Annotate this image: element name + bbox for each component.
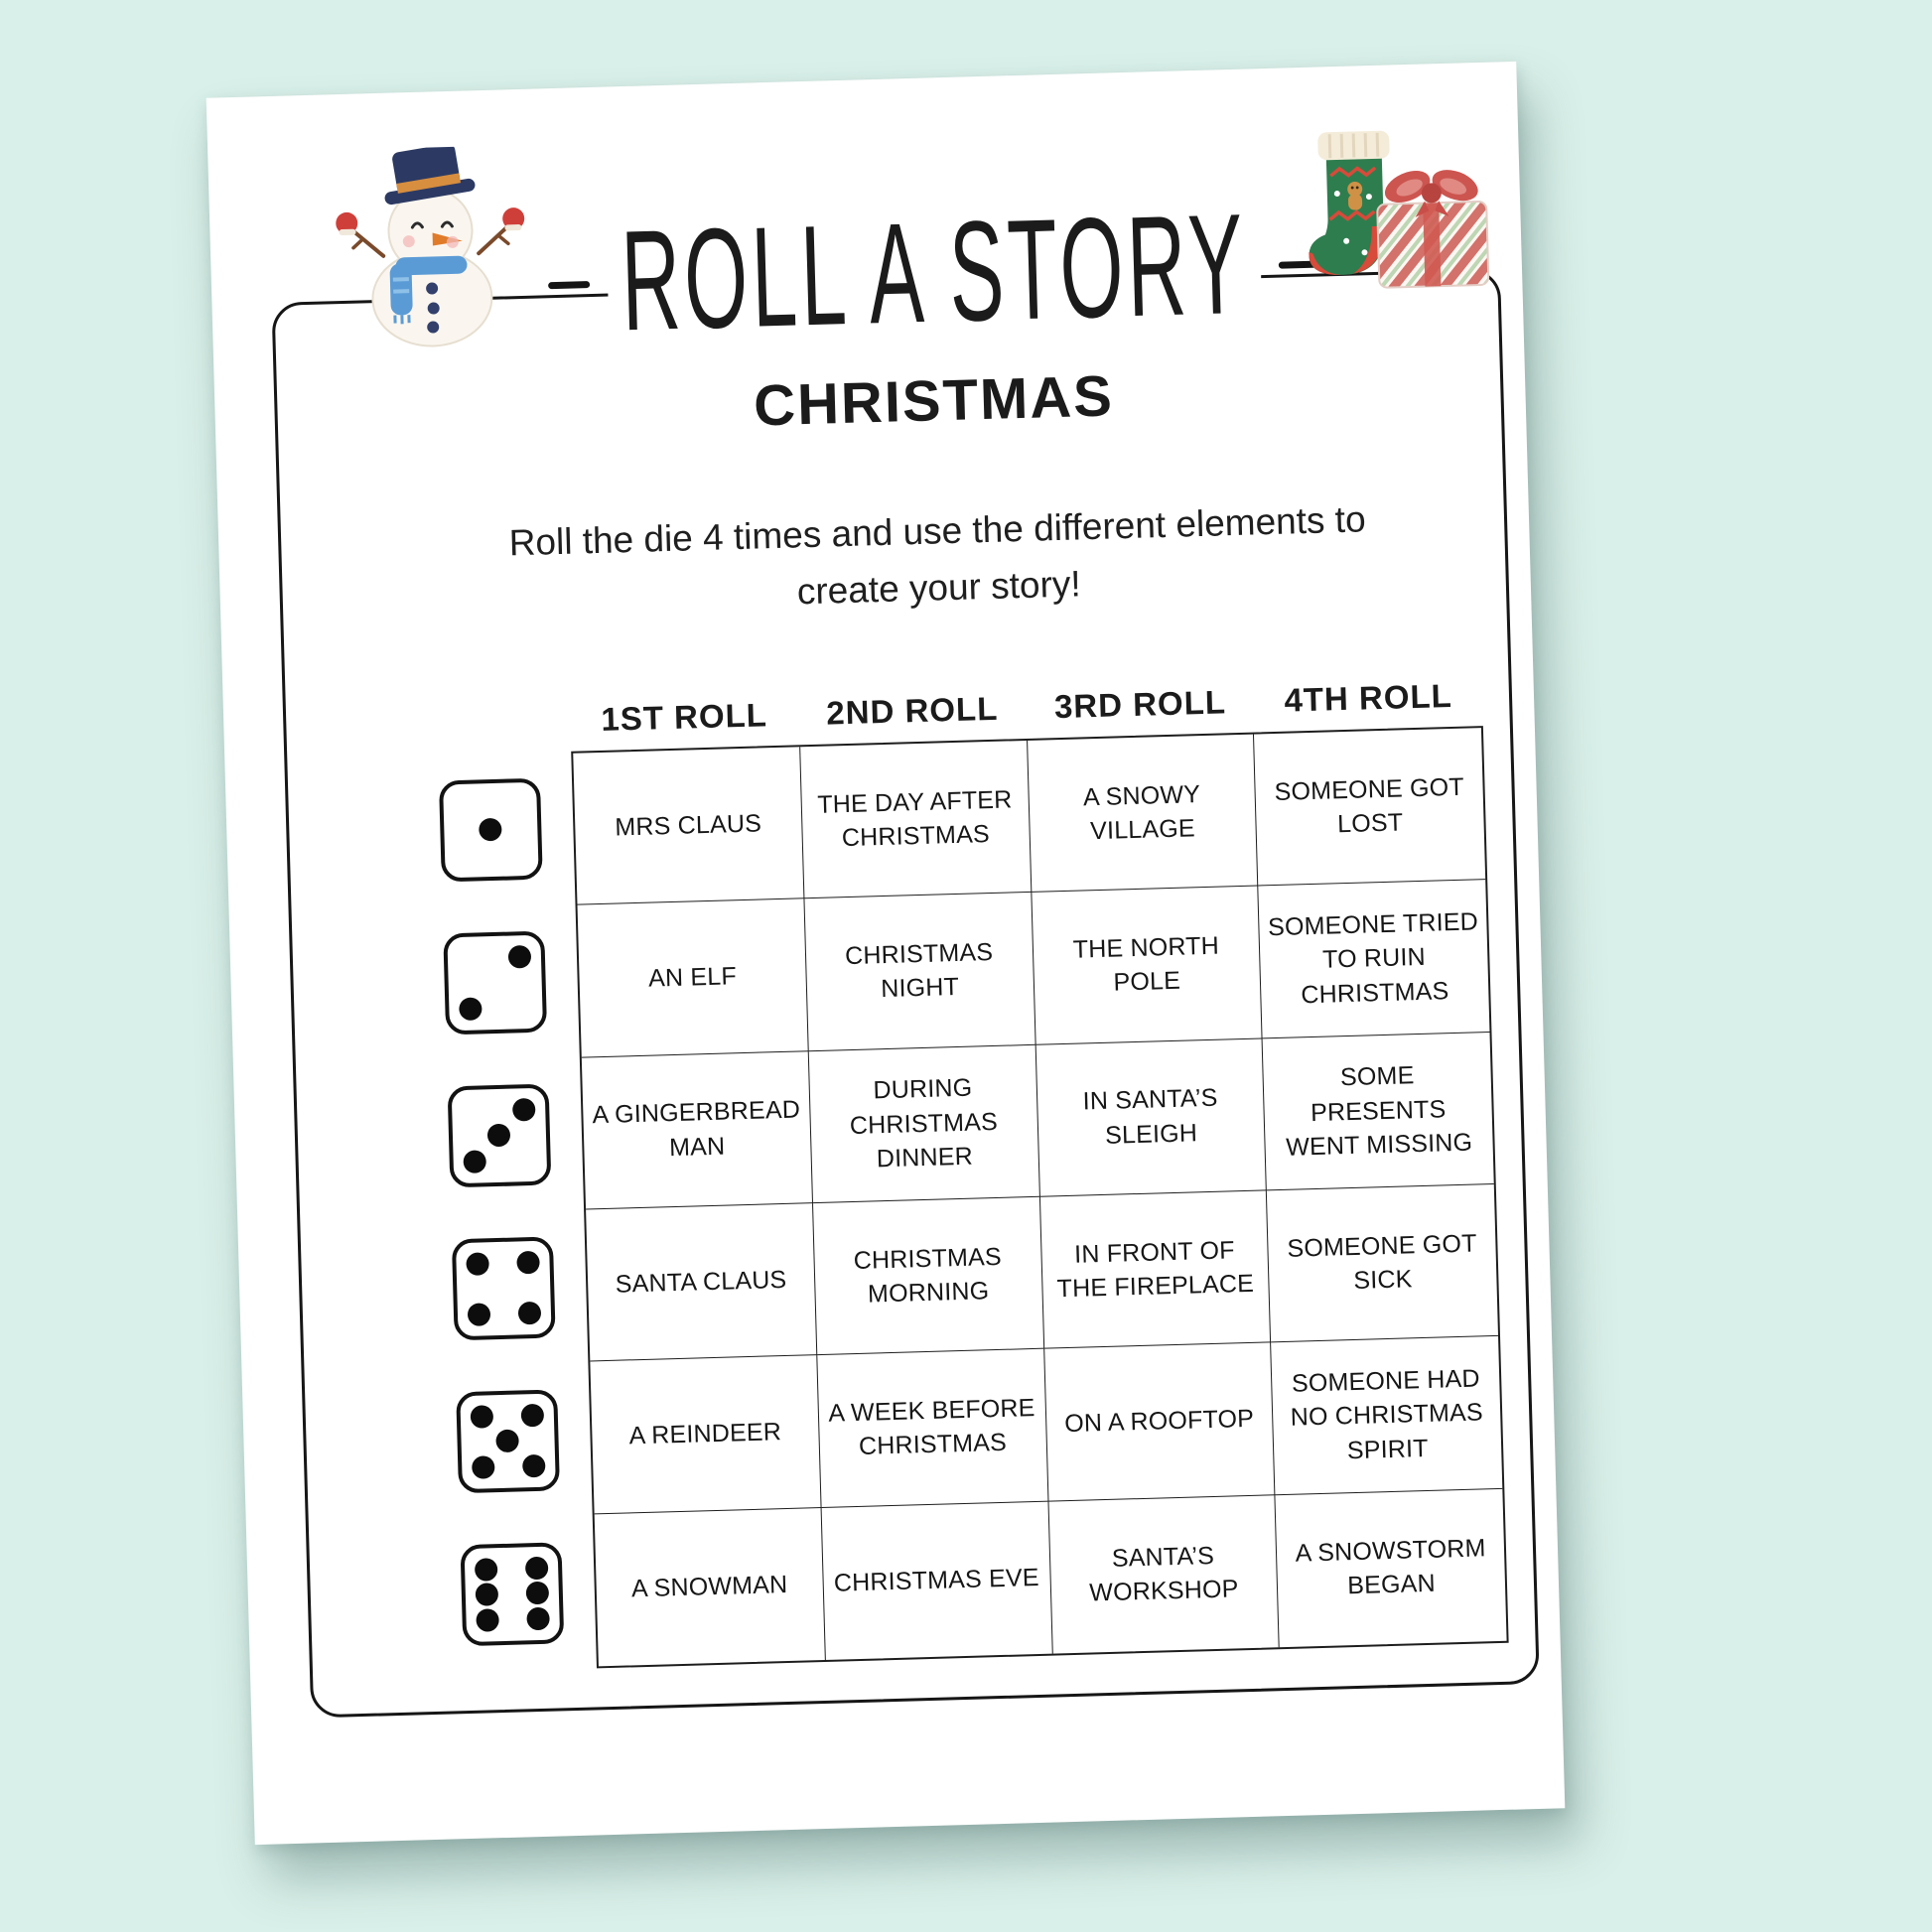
table-cell: THE NORTH POLE [1032,887,1263,1045]
die-pip [476,1608,499,1632]
die-6-icon [460,1542,564,1646]
title-dash-left-icon [548,281,590,289]
worksheet-page [207,62,1566,1845]
table-cell: IN SANTA’S SLEIGH [1035,1038,1267,1197]
table-cell: A WEEK BEFORE CHRISTMAS [817,1349,1048,1508]
table-cell: SANTA’S WORKSHOP [1048,1495,1280,1654]
die-pip [464,1150,487,1173]
die-pip [507,945,531,969]
table-cell: A REINDEER [590,1355,821,1514]
gift-icon [1366,152,1499,297]
table-cell: DURING CHRISTMAS DINNER [808,1044,1039,1203]
die-pip [516,1251,540,1275]
table-cell: CHRISTMAS NIGHT [804,893,1035,1051]
die-pip [517,1302,541,1325]
table-cell: A SNOWY VILLAGE [1028,735,1259,894]
table-cell: AN ELF [578,899,809,1058]
table-cell: CHRISTMAS MORNING [813,1197,1044,1356]
header-roll-3: 3RD ROLL [1053,683,1227,726]
table-cell: SANTA CLAUS [586,1203,817,1362]
die-pip [487,1124,511,1148]
title-band [207,62,1526,426]
die-pip [468,1303,491,1326]
header-roll-1: 1ST ROLL [600,696,768,738]
table-cell: A SNOWMAN [595,1508,826,1667]
die-pip [472,1455,495,1479]
die-pip [476,1584,499,1607]
page-subtitle: CHRISTMAS [753,363,1115,439]
table-cell: A GINGERBREAD MAN [582,1051,813,1210]
die-pip [466,1252,489,1276]
die-slot [449,1210,558,1366]
table-cell: IN FRONT OF THE FIREPLACE [1039,1190,1271,1349]
header-roll-4: 4TH ROLL [1283,676,1453,719]
die-pip [525,1557,549,1581]
die-pip [525,1582,549,1605]
die-5-icon [456,1389,560,1493]
die-pip [526,1607,550,1631]
die-1-icon [439,778,543,883]
die-pip [520,1404,544,1428]
die-2-icon [443,931,547,1035]
table-cell: SOMEONE GOT LOST [1254,728,1485,887]
page-title: ROLL A STORY [606,184,1263,365]
die-slot [445,1057,554,1213]
die-pip [480,818,503,842]
table-cell: CHRISTMAS EVE [821,1501,1052,1660]
die-pip [522,1454,546,1478]
table-cell: SOMEONE TRIED TO RUIN CHRISTMAS [1259,880,1490,1038]
table-cell: SOMEONE HAD NO CHRISTMAS SPIRIT [1271,1336,1502,1495]
die-pip [459,997,483,1021]
instructions-line-1: Roll the die 4 times and use the different elements to [508,498,1367,564]
die-pip [512,1098,536,1122]
header-roll-2: 2ND ROLL [825,689,999,732]
title-group [547,186,1321,361]
story-table [571,726,1508,1668]
table-cell: SOME PRESENTS WENT MISSING [1263,1033,1494,1191]
table-cell: ON A ROOFTOP [1044,1343,1276,1502]
die-slot [441,905,550,1061]
table-cell: A SNOWSTORM BEGAN [1295,1534,1486,1600]
instructions-line-2: create your story! [796,563,1082,613]
table-cell: SOMEONE GOT SICK [1267,1184,1498,1343]
die-pip [471,1405,494,1429]
die-pip [496,1430,520,1453]
die-slot [436,753,545,908]
die-pip [475,1558,498,1582]
table-cell: MRS CLAUS [573,747,804,905]
table-cell: THE DAY AFTER CHRISTMAS [800,741,1032,899]
snowman-icon [323,145,539,351]
die-3-icon [448,1084,552,1188]
die-slot [458,1516,567,1672]
die-slot [453,1363,562,1519]
die-4-icon [452,1236,556,1340]
